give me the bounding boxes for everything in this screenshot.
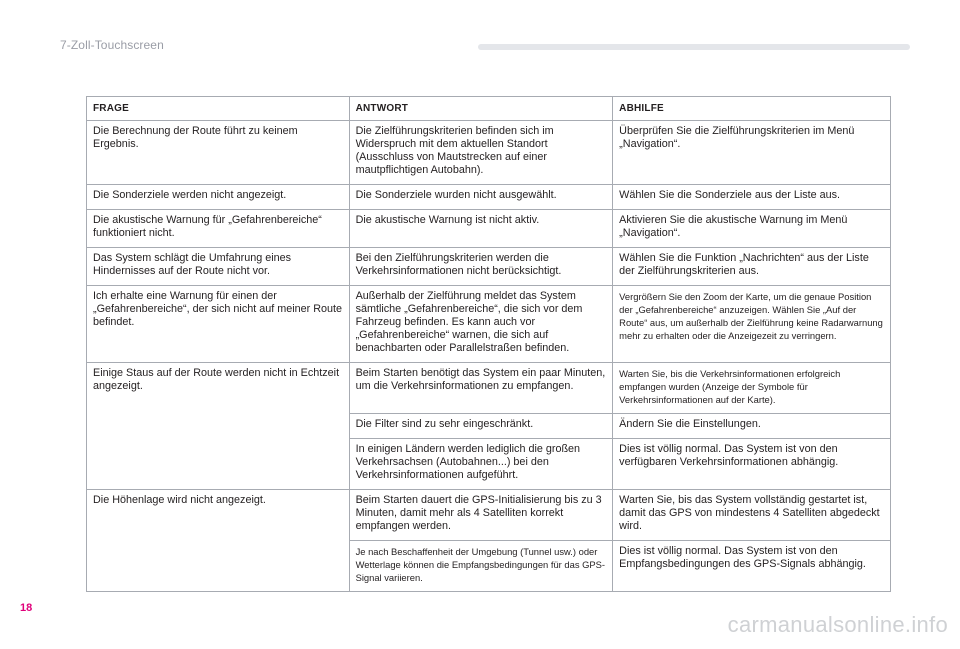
cell-frage: Die Sonderziele werden nicht angezeigt. xyxy=(87,185,350,210)
cell-abhilfe: Wählen Sie die Funktion „Nachrichten“ aus der Liste der Zielführungskriterien aus. xyxy=(613,248,891,286)
cell-abhilfe: Vergrößern Sie den Zoom der Karte, um die genaue Position der „Gefahrenbereiche“ anzuzeigen. Wählen Sie „Auf der Route“ aus, um außerhalb der Zielführung keine Radarwarnung mehr zu erhalten oder die Anzeigezeit zu verringern. xyxy=(613,286,891,363)
cell-abhilfe: Warten Sie, bis die Verkehrsinformationen erfolgreich empfangen wurden (Anzeige der Symbole für Verkehrsinformationen auf der Karte). xyxy=(613,363,891,414)
cell-abhilfe: Dies ist völlig normal. Das System ist von den verfügbaren Verkehrsinformationen abhängig. xyxy=(613,439,891,490)
page-number: 18 xyxy=(20,602,33,614)
cell-antwort: Die Sonderziele wurden nicht ausgewählt. xyxy=(349,185,613,210)
table-row xyxy=(87,363,891,414)
header-bar xyxy=(478,44,910,50)
cell-antwort: Die akustische Warnung ist nicht aktiv. xyxy=(349,210,613,248)
cell-antwort: Die Filter sind zu sehr eingeschränkt. xyxy=(349,414,613,439)
watermark: carmanualsonline.info xyxy=(727,612,948,637)
cell-antwort: Außerhalb der Zielführung meldet das System sämtliche „Gefahrenbereiche“, die sich vor dem Fahrzeug befinden. Es kann auch vor „Gefahrenbereiche“ warnen, die sich auf benachbarten oder Parallelstraßen befinden. xyxy=(349,286,613,363)
table-row xyxy=(87,248,891,286)
cell-antwort: Beim Starten dauert die GPS-Initialisierung bis zu 3 Minuten, damit mehr als 4 Satelliten korrekt empfangen werden. xyxy=(349,490,613,541)
cell-antwort: Beim Starten benötigt das System ein paar Minuten, um die Verkehrsinformationen zu empfangen. xyxy=(349,363,613,414)
column-header-antwort: ANTWORT xyxy=(349,97,613,121)
column-header-abhilfe: ABHILFE xyxy=(613,97,891,121)
cell-frage: Ich erhalte eine Warnung für einen der „Gefahrenbereiche“, der sich nicht auf meiner Route befindet. xyxy=(87,286,350,363)
table-row xyxy=(87,286,891,363)
cell-frage: Das System schlägt die Umfahrung eines Hindernisses auf der Route nicht vor. xyxy=(87,248,350,286)
cell-frage: Die Berechnung der Route führt zu keinem Ergebnis. xyxy=(87,121,350,185)
cell-abhilfe: Wählen Sie die Sonderziele aus der Liste aus. xyxy=(613,185,891,210)
table-row xyxy=(87,210,891,248)
cell-antwort: Die Zielführungskriterien befinden sich im Widerspruch mit dem aktuellen Standort (Ausschluss von Mautstrecken auf einer mautpflichtigen Autobahn). xyxy=(349,121,613,185)
table-header-row xyxy=(87,97,891,121)
cell-frage: Die Höhenlage wird nicht angezeigt. xyxy=(87,490,350,592)
cell-abhilfe: Überprüfen Sie die Zielführungskriterien im Menü „Navigation“. xyxy=(613,121,891,185)
section-title: 7-Zoll-Touchscreen xyxy=(60,38,164,52)
cell-antwort: Bei den Zielführungskriterien werden die Verkehrsinformationen nicht berücksichtigt. xyxy=(349,248,613,286)
cell-frage: Einige Staus auf der Route werden nicht in Echtzeit angezeigt. xyxy=(87,363,350,490)
table-row xyxy=(87,185,891,210)
cell-antwort: Je nach Beschaffenheit der Umgebung (Tunnel usw.) oder Wetterlage können die Empfangsbedingungen für das GPS-Signal variieren. xyxy=(349,541,613,592)
cell-abhilfe: Dies ist völlig normal. Das System ist von den Empfangsbedingungen des GPS-Signals abhängig. xyxy=(613,541,891,592)
column-header-frage: FRAGE xyxy=(87,97,350,121)
faq-table xyxy=(86,96,891,592)
cell-abhilfe: Warten Sie, bis das System vollständig gestartet ist, damit das GPS von mindestens 4 Satelliten abgedeckt wird. xyxy=(613,490,891,541)
table-row xyxy=(87,490,891,541)
table-row xyxy=(87,121,891,185)
cell-frage: Die akustische Warnung für „Gefahrenbereiche“ funktioniert nicht. xyxy=(87,210,350,248)
cell-abhilfe: Ändern Sie die Einstellungen. xyxy=(613,414,891,439)
cell-antwort: In einigen Ländern werden lediglich die großen Verkehrsachsen (Autobahnen...) bei den Verkehrsinformationen aufgeführt. xyxy=(349,439,613,490)
cell-abhilfe: Aktivieren Sie die akustische Warnung im Menü „Navigation“. xyxy=(613,210,891,248)
